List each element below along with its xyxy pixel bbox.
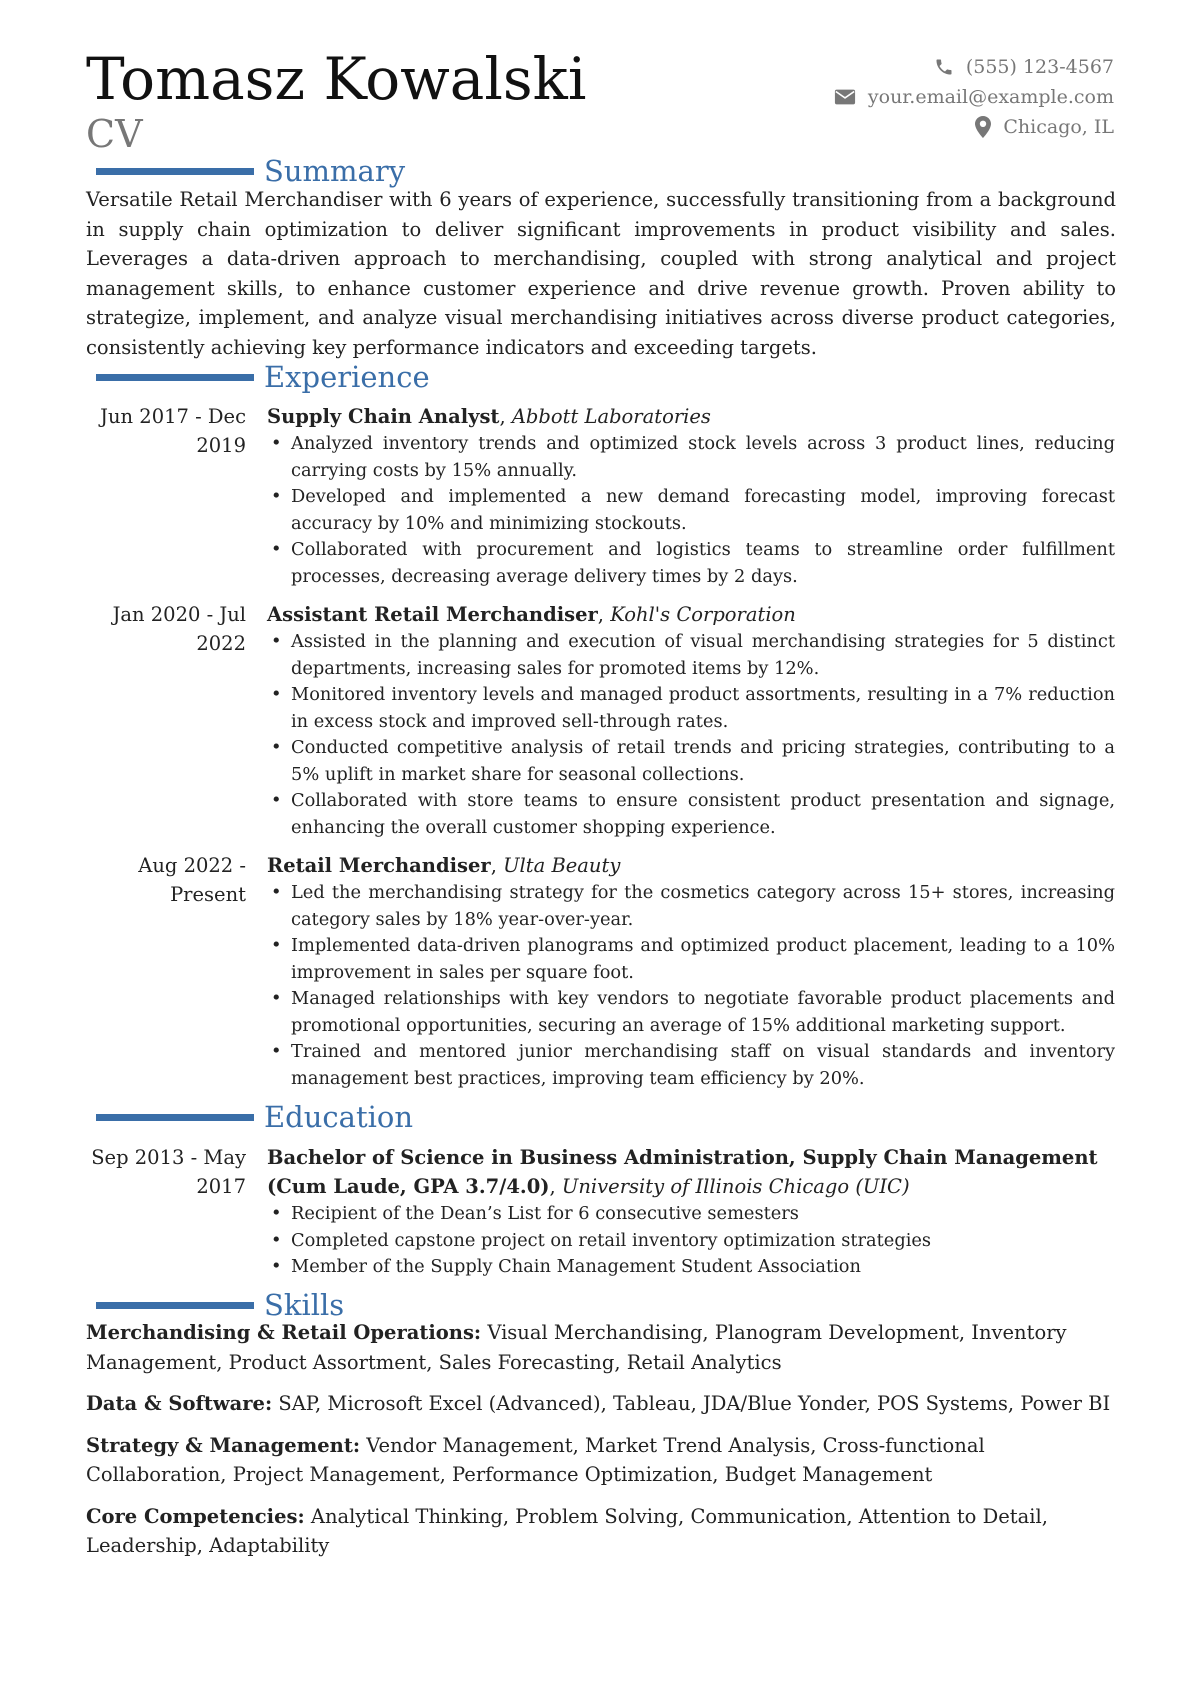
entry-date: Sep 2013 - May 2017 <box>91 1146 246 1198</box>
entry-heading: Assistant Retail Merchandiser, Kohl's Corporation <box>267 603 796 626</box>
skills-list <box>86 1318 1116 1573</box>
candidate-name: Tomasz Kowalski <box>86 45 587 113</box>
entry-heading: Retail Merchandiser, Ulta Beauty <box>267 854 621 877</box>
bullet-item: • Trained and mentored junior merchandising staff on visual standards and inventory management best practices, improving team efficiency by 20%. <box>267 1039 1115 1092</box>
bullet-list <box>267 1201 1115 1281</box>
section-education-heading <box>96 1100 413 1134</box>
entry-body <box>267 1143 1115 1281</box>
section-accent-bar <box>96 374 254 381</box>
entry-heading: Bachelor of Science in Business Administration, Supply Chain Management (Cum Laude, GPA 3.7/4.0), University of Illinois Chicago (UIC) <box>267 1146 1098 1198</box>
section-skills-heading <box>96 1288 344 1322</box>
entry-body <box>267 600 1115 841</box>
document-subtitle: CV <box>86 112 143 156</box>
skill-values: Vendor Management, Market Trend Analysis, Cross-functional Collaboration, Project Management, Performance Optimization, Budget Management <box>86 1433 985 1486</box>
envelope-icon <box>834 88 856 106</box>
section-title: Skills <box>264 1288 345 1322</box>
bullet-list <box>267 431 1115 590</box>
contact-email <box>834 82 1114 112</box>
company-name: Kohl's Corporation <box>610 603 796 626</box>
bullet-item: • Recipient of the Dean’s List for 6 consecutive semesters <box>267 1201 1115 1228</box>
skill-group <box>86 1431 1116 1490</box>
skill-label: Strategy & Management: <box>86 1433 361 1457</box>
bullet-item: • Monitored inventory levels and managed product assortments, resulting in a 7% reduction in excess stock and improved sell-through rates. <box>267 682 1115 735</box>
job-title: Assistant Retail Merchandiser <box>267 603 598 626</box>
entry-body <box>267 402 1115 590</box>
bullet-item: • Assisted in the planning and execution of visual merchandising strategies for 5 distinct departments, increasing sales for promoted items by 12%. <box>267 629 1115 682</box>
bullet-item: • Conducted competitive analysis of retail trends and pricing strategies, contributing to a 5% uplift in market share for seasonal collections. <box>267 735 1115 788</box>
email-text: your.email@example.com <box>867 86 1114 108</box>
section-accent-bar <box>96 1302 254 1309</box>
phone-icon <box>934 57 954 77</box>
entry-heading: Supply Chain Analyst, Abbott Laboratories <box>267 405 711 428</box>
skill-label: Data & Software: <box>86 1392 273 1415</box>
entry-date: Aug 2022 - Present <box>138 854 246 906</box>
section-summary-heading <box>96 154 405 188</box>
bullet-item: • Completed capstone project on retail inventory optimization strategies <box>267 1228 1115 1255</box>
section-experience-heading <box>96 360 430 394</box>
section-title: Summary <box>264 154 406 188</box>
bullet-item: • Analyzed inventory trends and optimized stock levels across 3 product lines, reducing carrying costs by 15% annually. <box>267 431 1115 484</box>
company-name: Ulta Beauty <box>503 854 621 877</box>
entry-date: Jun 2017 - Dec 2019 <box>100 405 246 457</box>
contact-info <box>834 52 1114 142</box>
entry-body <box>267 851 1115 1092</box>
skill-values: Analytical Thinking, Problem Solving, Communication, Attention to Detail, Leadership, Adaptability <box>86 1504 1048 1557</box>
summary-text: Versatile Retail Merchandiser with 6 years of experience, successfully transitioning from a background in supply chain optimization to deliver significant improvements in product visibility and sales. Leverages a data-driven approach to merchandising, coupled with strong analytical and project management skills, to enhance customer experience and drive revenue growth. Proven ability to strategize, implement, and analyze visual merchandising initiatives across diverse product categories, consistently achieving key performance indicators and exceeding targets. <box>86 188 1116 359</box>
skill-values: SAP, Microsoft Excel (Advanced), Tableau, JDA/Blue Yonder, POS Systems, Power BI <box>278 1392 1111 1415</box>
entry-date: Jan 2020 - Jul 2022 <box>112 603 246 655</box>
degree-title: Bachelor of Science in Business Administration, Supply Chain Management (Cum Laude, GPA 3.7/4.0) <box>267 1146 1098 1198</box>
bullet-item: • Member of the Supply Chain Management Student Association <box>267 1254 1115 1281</box>
section-title: Experience <box>264 360 430 394</box>
phone-text: (555) 123-4567 <box>965 56 1114 78</box>
job-title: Retail Merchandiser <box>267 854 491 877</box>
skill-label: Merchandising & Retail Operations: <box>86 1321 482 1344</box>
bullet-item: • Managed relationships with key vendors to negotiate favorable product placements and promotional opportunities, securing an average of 15% additional marketing support. <box>267 986 1115 1039</box>
map-marker-icon <box>975 116 991 138</box>
skill-group <box>86 1502 1116 1561</box>
contact-phone <box>834 52 1114 82</box>
bullet-item: • Led the merchandising strategy for the cosmetics category across 15+ stores, increasing category sales by 18% year-over-year. <box>267 880 1115 933</box>
bullet-list <box>267 880 1115 1092</box>
bullet-item: • Collaborated with store teams to ensure consistent product presentation and signage, enhancing the overall customer shopping experience. <box>267 788 1115 841</box>
location-text: Chicago, IL <box>1003 116 1114 138</box>
section-accent-bar <box>96 1114 254 1121</box>
company-name: Abbott Laboratories <box>511 405 711 428</box>
bullet-item: • Implemented data-driven planograms and optimized product placement, leading to a 10% improvement in sales per square foot. <box>267 933 1115 986</box>
skill-label: Core Competencies: <box>86 1504 305 1528</box>
section-title: Education <box>264 1100 414 1134</box>
bullet-item: • Collaborated with procurement and logistics teams to streamline order fulfillment processes, decreasing average delivery times by 2 days. <box>267 537 1115 590</box>
skill-values: Visual Merchandising, Planogram Development, Inventory Management, Product Assortment, Sales Forecasting, Retail Analytics <box>86 1321 1067 1374</box>
bullet-list <box>267 629 1115 841</box>
bullet-item: • Developed and implemented a new demand forecasting model, improving forecast accuracy by 10% and minimizing stockouts. <box>267 484 1115 537</box>
skill-group <box>86 1389 1116 1419</box>
skill-group <box>86 1318 1116 1377</box>
job-title: Supply Chain Analyst <box>267 405 500 428</box>
contact-location <box>834 112 1114 142</box>
school-name: University of Illinois Chicago (UIC) <box>561 1175 910 1198</box>
section-accent-bar <box>96 168 254 175</box>
